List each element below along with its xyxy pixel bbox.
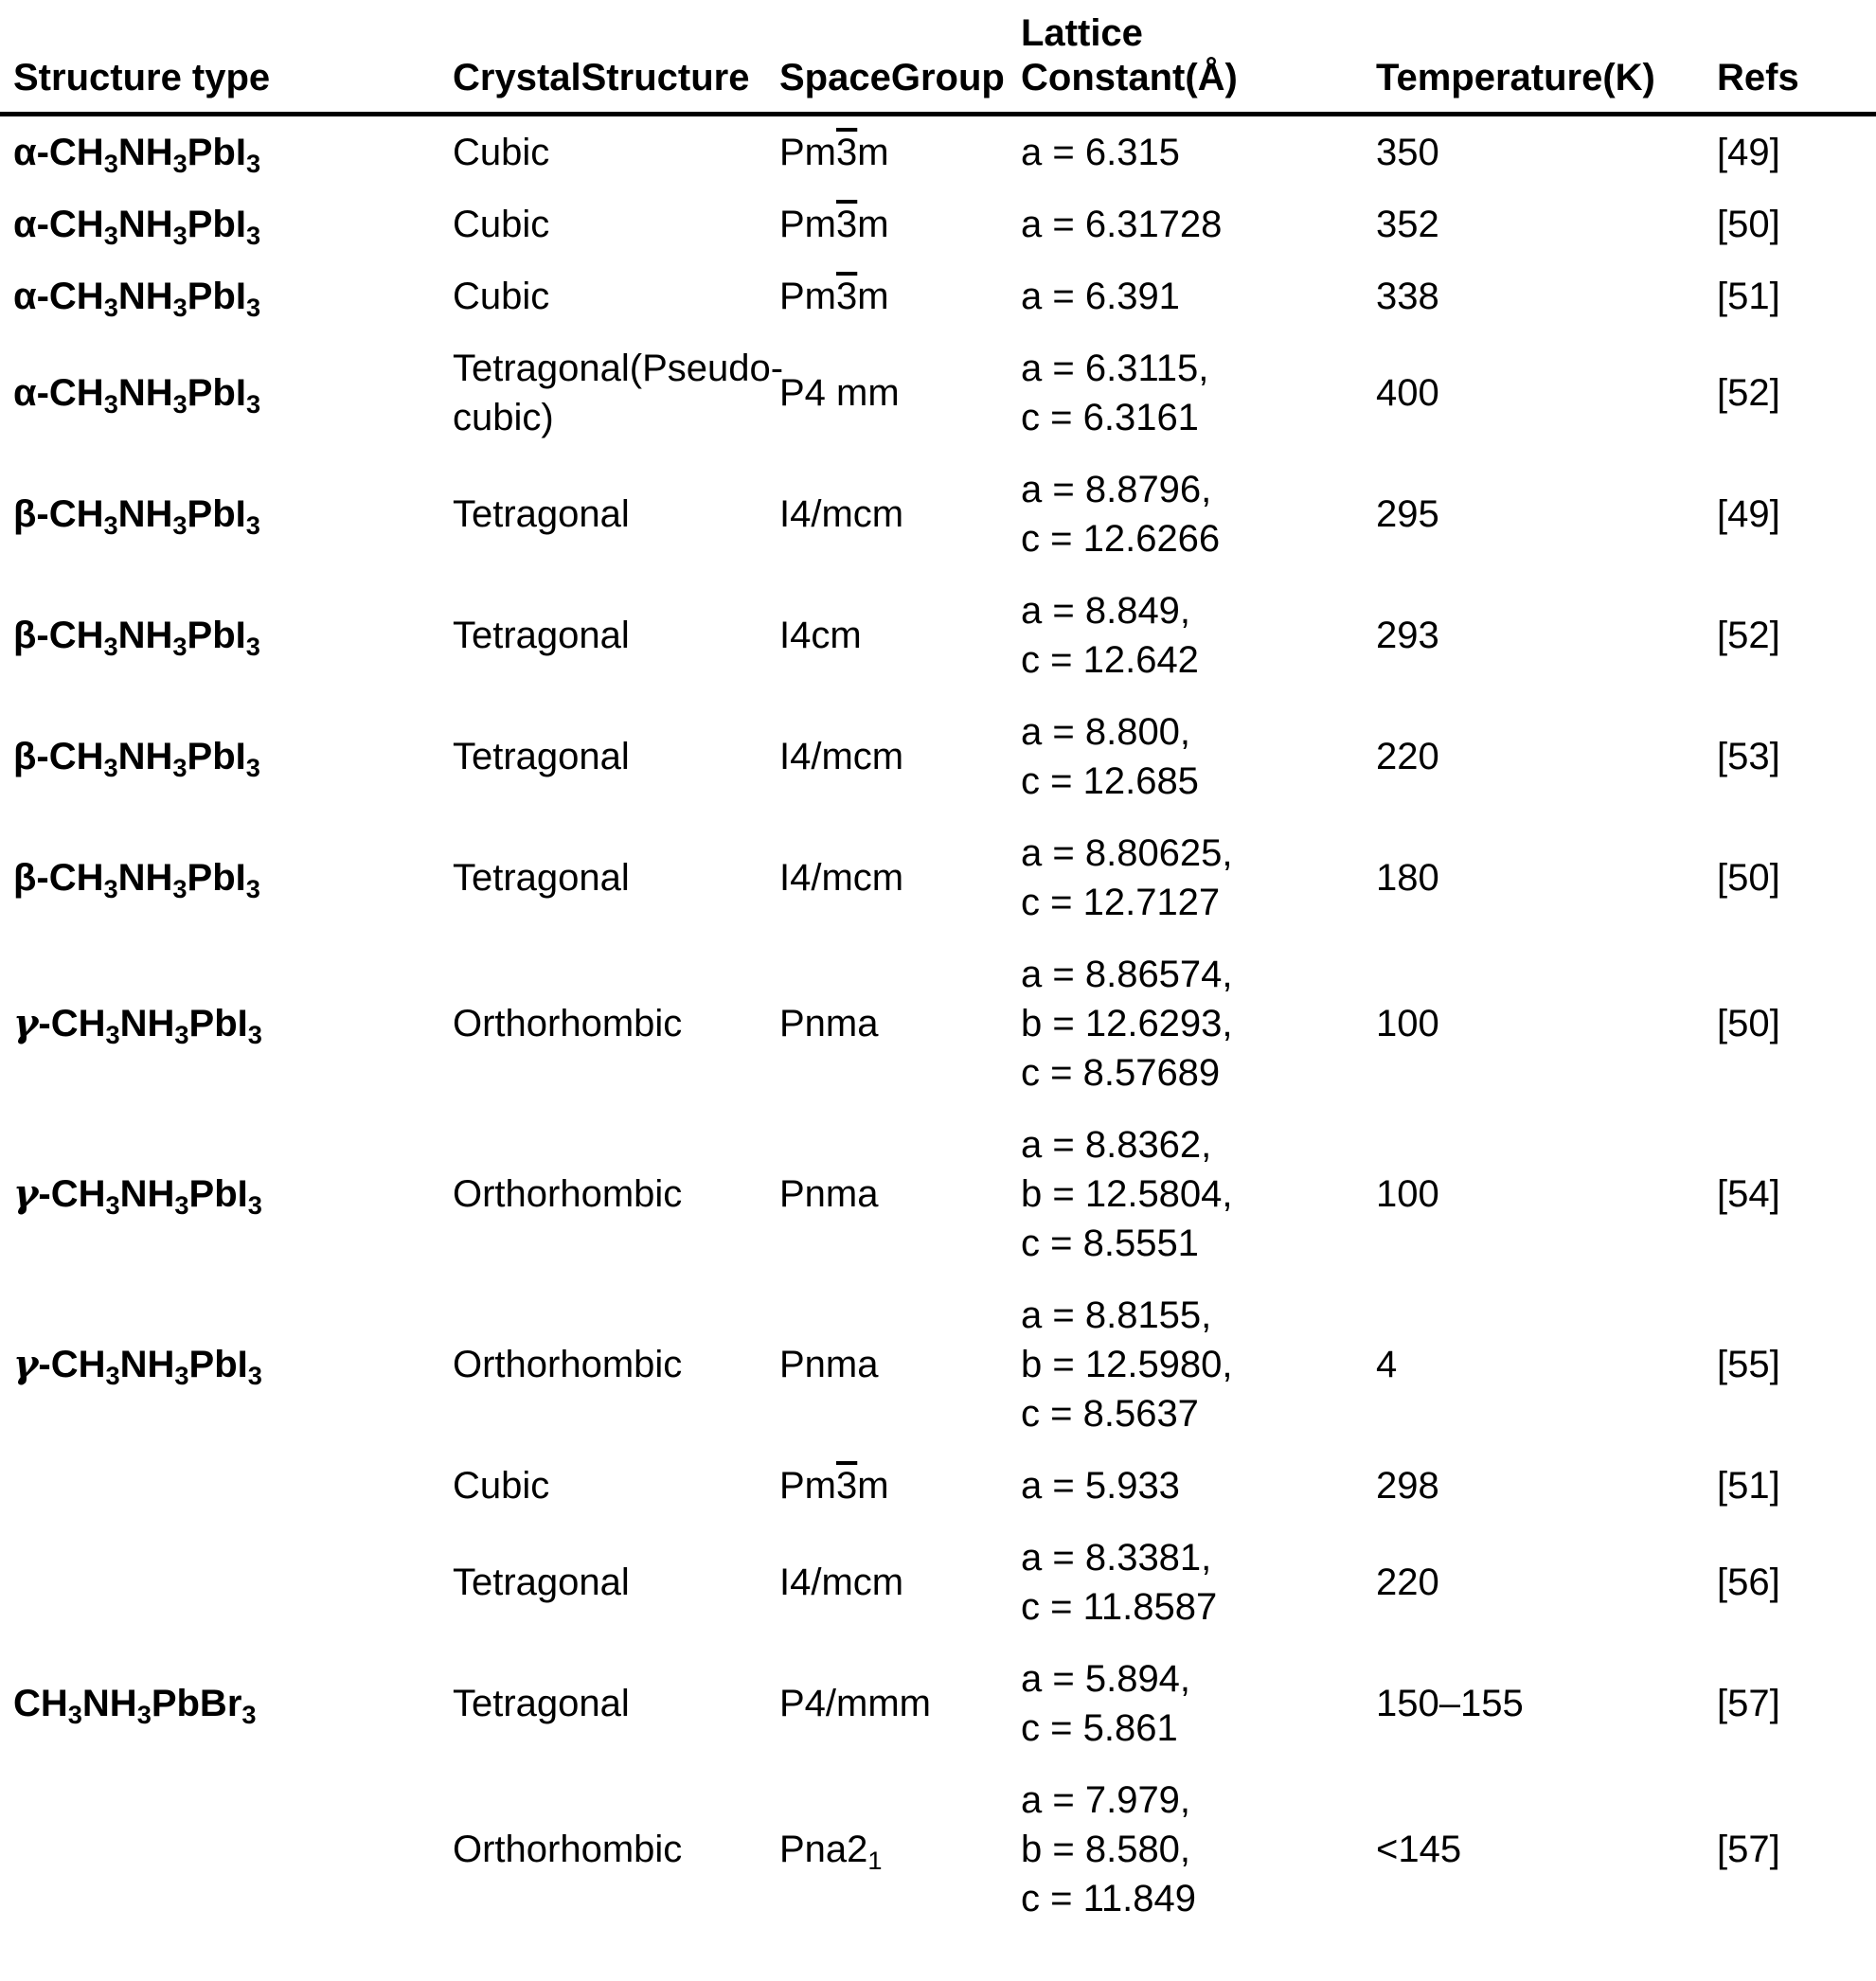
table-row — [0, 1279, 1876, 1450]
lattice-parameter-line: a = 8.80625, — [1021, 832, 1233, 875]
cell-refs: [56] — [1717, 1562, 1780, 1604]
cell-crystal-structure — [453, 332, 784, 454]
header-line: (Å) — [1185, 57, 1238, 99]
crystal-structure-line: Orthorhombic — [453, 1344, 683, 1386]
crystal-structure-line: (Pseudo-cubic) — [453, 348, 784, 439]
lattice-parameter-line: c = 12.6266 — [1021, 518, 1221, 561]
cell-structure-type: $\alpha-CH_3NH_3PbI_3$ — [13, 372, 261, 419]
cell-refs: [52] — [1717, 372, 1780, 415]
cell-space-group: I4/mcm — [779, 493, 904, 536]
cell-crystal-structure — [453, 188, 779, 260]
cell-temperature: 150–155 — [1376, 1683, 1524, 1725]
crystal-structure-line: Cubic — [453, 204, 550, 246]
cell-space-group: Pnma — [779, 1344, 879, 1386]
lattice-parameter-line: c = 8.5551 — [1021, 1223, 1199, 1265]
cell-refs: [57] — [1717, 1683, 1780, 1725]
cell-space-group: Pnma — [779, 1173, 879, 1216]
cell-lattice-constant — [1021, 454, 1376, 575]
table-body — [0, 115, 1876, 1936]
cell-lattice-constant — [1021, 188, 1376, 260]
table-row — [0, 817, 1876, 938]
cell-crystal-structure — [453, 938, 779, 1109]
column-header-space-group — [779, 0, 1021, 115]
cell-lattice-constant — [1021, 1643, 1376, 1764]
cell-temperature: 180 — [1376, 857, 1439, 900]
lattice-parameter-line: c = 12.642 — [1021, 639, 1199, 682]
cell-refs: [55] — [1717, 1344, 1780, 1386]
cell-crystal-structure — [453, 817, 779, 938]
cell-crystal-structure — [453, 260, 779, 332]
header-row — [0, 0, 1876, 115]
lattice-parameter-line: c = 5.861 — [1021, 1707, 1178, 1750]
cell-crystal-structure — [453, 1450, 779, 1522]
cell-refs: [49] — [1717, 493, 1780, 536]
inversion-bar: 3 — [836, 132, 858, 174]
header-line: Structure — [581, 57, 750, 99]
cell-structure-type: $CH_3NH_3PbBr_3$ — [13, 1683, 257, 1729]
lattice-parameter-line: c = 6.3161 — [1021, 397, 1199, 439]
cell-structure-type: $\beta-CH_3NH_3PbI_3$ — [13, 615, 260, 661]
cell-crystal-structure — [453, 1522, 779, 1643]
table-row — [0, 115, 1876, 189]
cell-crystal-structure — [453, 575, 779, 696]
cell-refs: [51] — [1717, 276, 1780, 318]
crystal-structure-line: Tetragonal — [453, 1562, 630, 1604]
column-header-lattice-constant — [1021, 0, 1376, 115]
header-line: Crystal — [453, 57, 581, 99]
gamma-symbol: γ — [13, 1171, 39, 1217]
table-row — [0, 938, 1876, 1109]
cell-crystal-structure — [453, 454, 779, 575]
cell-lattice-constant — [1021, 1450, 1376, 1522]
lattice-parameter-line: c = 11.849 — [1021, 1878, 1196, 1920]
gamma-symbol: γ — [13, 1342, 39, 1387]
inversion-bar: 3 — [836, 1465, 858, 1508]
lattice-parameter-line: a = 8.3381, — [1021, 1537, 1212, 1579]
lattice-parameter-line: b = 8.580, — [1021, 1829, 1191, 1871]
lattice-parameter-line: a = 7.979, — [1021, 1779, 1191, 1822]
lattice-parameter-line: a = 8.800, — [1021, 711, 1191, 754]
lattice-parameter-line: b = 12.6293, — [1021, 1003, 1233, 1045]
cell-lattice-constant — [1021, 332, 1376, 454]
table-row — [0, 188, 1876, 260]
gamma-symbol: γ — [13, 1001, 39, 1046]
crystal-structure-line: Tetragonal — [453, 493, 630, 536]
lattice-parameter-line: b = 12.5980, — [1021, 1344, 1233, 1386]
cell-refs: [53] — [1717, 736, 1780, 778]
cell-temperature: 4 — [1376, 1344, 1398, 1386]
lattice-parameter-line: a = 8.8362, — [1021, 1124, 1212, 1167]
cell-lattice-constant — [1021, 575, 1376, 696]
cell-structure-type: $\alpha-CH_3NH_3PbI_3$ — [13, 132, 261, 178]
cell-space-group: Pnma — [779, 1003, 879, 1045]
crystal-structure-line: Tetragonal — [453, 615, 630, 657]
crystal-structure-line: Tetragonal — [453, 857, 630, 900]
cell-space-group: Pm3m — [779, 1465, 889, 1508]
cell-crystal-structure — [453, 1279, 779, 1450]
cell-lattice-constant — [1021, 938, 1376, 1109]
cell-temperature: 295 — [1376, 493, 1439, 536]
cell-space-group: I4cm — [779, 615, 862, 657]
cell-structure-type — [0, 1522, 453, 1643]
cell-temperature: 100 — [1376, 1173, 1439, 1216]
cell-temperature: 352 — [1376, 204, 1439, 246]
lattice-parameter-line: a = 8.849, — [1021, 590, 1191, 633]
cell-lattice-constant — [1021, 115, 1376, 189]
lattice-parameter-line: b = 12.5804, — [1021, 1173, 1233, 1216]
cell-temperature: 350 — [1376, 132, 1439, 174]
cell-structure-type: $\beta-CH_3NH_3PbI_3$ — [13, 493, 260, 540]
cell-refs: [52] — [1717, 615, 1780, 657]
header-line: Space — [779, 57, 891, 99]
lattice-parameter-line: c = 12.685 — [1021, 760, 1199, 803]
table-row — [0, 1522, 1876, 1643]
crystal-structure-line: Cubic — [453, 1465, 550, 1508]
header-line: Temperature — [1376, 57, 1603, 99]
table-row — [0, 575, 1876, 696]
cell-lattice-constant — [1021, 696, 1376, 817]
cell-space-group: P4 mm — [779, 372, 900, 415]
crystal-structure-line: Cubic — [453, 132, 550, 174]
cell-lattice-constant — [1021, 817, 1376, 938]
cell-structure-type: $\beta-CH_3NH_3PbI_3$ — [13, 857, 260, 903]
lattice-parameter-line: a = 6.391 — [1021, 276, 1180, 318]
cell-structure-type: $\alpha-CH_3NH_3PbI_3$ — [13, 276, 261, 322]
lattice-parameter-line: a = 6.31728 — [1021, 204, 1223, 246]
cell-crystal-structure — [453, 115, 779, 189]
header-line: Structure type — [13, 57, 271, 99]
cell-temperature: 293 — [1376, 615, 1439, 657]
cell-space-group: Pm3m — [779, 132, 889, 174]
crystal-structure-line: Tetragonal — [453, 348, 630, 390]
lattice-parameter-line: a = 8.8155, — [1021, 1294, 1212, 1337]
cell-temperature: 298 — [1376, 1465, 1439, 1508]
cell-temperature: 338 — [1376, 276, 1439, 318]
table-row — [0, 696, 1876, 817]
table-row — [0, 260, 1876, 332]
cell-space-group: P4/mmm — [779, 1683, 931, 1725]
cell-structure-type: $\beta-CH_3NH_3PbI_3$ — [13, 736, 260, 782]
header-line: Refs — [1717, 57, 1799, 99]
crystal-structure-line: Orthorhombic — [453, 1829, 683, 1871]
cell-refs: [57] — [1717, 1829, 1780, 1871]
cell-temperature: 400 — [1376, 372, 1439, 415]
cell-crystal-structure — [453, 1643, 779, 1764]
table-row — [0, 1643, 1876, 1764]
table-row — [0, 1764, 1876, 1935]
cell-refs: [50] — [1717, 857, 1780, 900]
cell-space-group: I4/mcm — [779, 857, 904, 900]
column-header-refs — [1717, 0, 1876, 115]
cell-space-group: $Pna2_1$ — [779, 1829, 883, 1875]
table-row — [0, 332, 1876, 454]
inversion-bar: 3 — [836, 276, 858, 318]
cell-space-group: Pm3m — [779, 276, 889, 318]
cell-refs: [51] — [1717, 1465, 1780, 1508]
lattice-parameter-line: c = 8.5637 — [1021, 1393, 1199, 1436]
crystal-structure-line: Tetragonal — [453, 1683, 630, 1725]
cell-temperature: <145 — [1376, 1829, 1462, 1871]
cell-crystal-structure — [453, 1764, 779, 1935]
cell-structure-type — [0, 1450, 453, 1522]
table-row — [0, 454, 1876, 575]
cell-lattice-constant — [1021, 260, 1376, 332]
cell-refs: [49] — [1717, 132, 1780, 174]
lattice-parameter-line: a = 8.8796, — [1021, 469, 1212, 511]
cell-space-group: Pm3m — [779, 204, 889, 246]
lattice-parameter-line: a = 5.933 — [1021, 1465, 1180, 1508]
header-line: Group — [890, 57, 1005, 99]
header-line: (K) — [1602, 57, 1655, 99]
cell-lattice-constant — [1021, 1764, 1376, 1935]
cell-structure-type: $\alpha-CH_3NH_3PbI_3$ — [13, 204, 261, 250]
lattice-parameter-line: c = 11.8587 — [1021, 1586, 1218, 1629]
lattice-parameter-line: c = 12.7127 — [1021, 882, 1221, 924]
lattice-parameter-line: a = 5.894, — [1021, 1658, 1191, 1701]
cell-refs: [50] — [1717, 204, 1780, 246]
table-row — [0, 1109, 1876, 1279]
cell-crystal-structure — [453, 696, 779, 817]
cell-temperature: 220 — [1376, 1562, 1439, 1604]
cell-space-group: I4/mcm — [779, 736, 904, 778]
cell-lattice-constant — [1021, 1522, 1376, 1643]
lattice-parameter-line: a = 6.3115, — [1021, 348, 1209, 390]
crystal-structure-line: Orthorhombic — [453, 1173, 683, 1216]
lattice-parameter-line: a = 8.86574, — [1021, 954, 1233, 996]
cell-lattice-constant — [1021, 1279, 1376, 1450]
cell-structure-type: $\gamma-CH_3NH_3PbI_3$ — [13, 1342, 262, 1390]
table-row — [0, 1450, 1876, 1522]
lattice-parameter-line: a = 6.315 — [1021, 132, 1180, 174]
cell-space-group: I4/mcm — [779, 1562, 904, 1604]
cell-refs: [54] — [1717, 1173, 1780, 1216]
cell-temperature: 100 — [1376, 1003, 1439, 1045]
column-header-crystal-structure — [453, 0, 779, 115]
cell-crystal-structure — [453, 1109, 779, 1279]
cell-lattice-constant — [1021, 1109, 1376, 1279]
cell-structure-type: $\gamma-CH_3NH_3PbI_3$ — [13, 1171, 262, 1220]
crystal-structure-line: Tetragonal — [453, 736, 630, 778]
column-header-temperature — [1376, 0, 1717, 115]
column-header-structure-type — [0, 0, 453, 115]
lattice-parameter-line: c = 8.57689 — [1021, 1052, 1221, 1095]
crystal-structure-line: Cubic — [453, 276, 550, 318]
cell-structure-type: $\gamma-CH_3NH_3PbI_3$ — [13, 1001, 262, 1049]
cell-refs: [50] — [1717, 1003, 1780, 1045]
header-line: Lattice Constant — [1021, 12, 1186, 99]
cell-temperature: 220 — [1376, 736, 1439, 778]
table-header — [0, 0, 1876, 115]
cell-structure-type — [0, 1764, 453, 1935]
crystal-structure-line: Orthorhombic — [453, 1003, 683, 1045]
inversion-bar: 3 — [836, 204, 858, 246]
